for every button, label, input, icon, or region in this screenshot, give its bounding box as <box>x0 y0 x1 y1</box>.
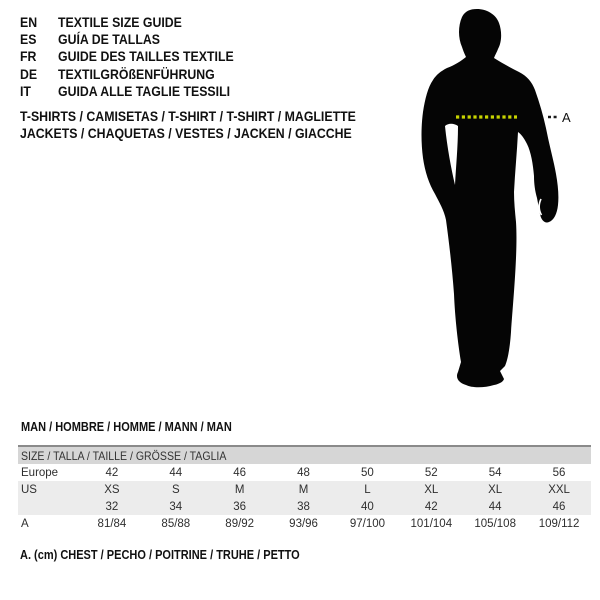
language-row-it <box>20 83 258 100</box>
garment-type-heading <box>20 108 402 143</box>
language-code: EN <box>20 13 38 30</box>
size-table <box>18 445 591 532</box>
man-silhouette-figure <box>390 0 600 400</box>
size-value: 101/104 <box>410 517 453 530</box>
size-value: M <box>298 483 309 496</box>
size-value: 40 <box>361 500 374 513</box>
size-value: 89/92 <box>225 517 255 530</box>
size-value: 52 <box>424 466 438 479</box>
size-value: 34 <box>169 500 183 513</box>
table-row-chest-cm <box>18 515 591 532</box>
size-value: 46 <box>552 500 566 513</box>
size-value: 36 <box>233 500 247 513</box>
size-value: 54 <box>488 466 502 479</box>
language-row-en <box>20 13 258 30</box>
size-value: 93/96 <box>289 517 318 530</box>
table-row-us-numeric <box>18 498 591 515</box>
row-label: Europe <box>21 466 59 479</box>
size-value: XS <box>104 483 120 496</box>
size-value: 50 <box>361 466 374 479</box>
size-value: 56 <box>552 466 566 479</box>
garment-line-jackets: JACKETS / CHAQUETAS / VESTES / JACKEN / GIACCHE <box>20 125 352 142</box>
table-row-us <box>18 481 591 498</box>
size-value: 48 <box>297 466 310 479</box>
measurement-footnote-text: A. (cm) CHEST / PECHO / POITRINE / TRUHE / PETTO <box>20 548 300 562</box>
size-value: XL <box>488 483 503 496</box>
size-value: 38 <box>297 500 310 513</box>
size-value: 81/84 <box>97 517 127 530</box>
language-row-fr <box>20 48 258 65</box>
size-value: 44 <box>169 466 183 479</box>
language-list <box>20 13 258 100</box>
language-label: TEXTILE SIZE GUIDE <box>58 13 182 30</box>
language-row-es <box>20 30 258 47</box>
size-value: XL <box>424 483 439 496</box>
garment-line-tshirts: T-SHIRTS / CAMISETAS / T-SHIRT / T-SHIRT / MAGLIETTE <box>20 108 356 124</box>
size-table-header <box>18 447 591 464</box>
size-value: XXL <box>548 483 570 496</box>
man-silhouette <box>422 9 559 387</box>
measure-label-a: A <box>562 110 571 125</box>
size-value: 44 <box>488 500 502 513</box>
size-value: 109/112 <box>538 517 580 530</box>
language-label: GUÍA DE TALLAS <box>58 31 160 48</box>
table-row-europe <box>18 464 591 481</box>
size-value: 85/88 <box>161 517 191 530</box>
gender-heading-text: MAN / HOMBRE / HOMME / MANN / MAN <box>21 420 232 434</box>
language-row-de <box>20 65 258 82</box>
size-value: 97/100 <box>349 517 386 530</box>
language-label: GUIDA ALLE TAGLIE TESSILI <box>58 83 231 100</box>
row-label: US <box>21 483 37 496</box>
size-value: M <box>234 483 245 496</box>
gender-heading <box>21 420 261 434</box>
row-label: A <box>21 517 29 530</box>
language-code: DE <box>20 65 38 82</box>
measurement-footnote <box>20 548 338 562</box>
size-value: 32 <box>105 500 119 513</box>
language-label: TEXTILGRÖßENFÜHRUNG <box>58 65 215 82</box>
size-value: 105/108 <box>474 517 516 530</box>
size-value: L <box>364 483 371 496</box>
size-value: S <box>171 483 180 496</box>
language-code: FR <box>20 48 37 65</box>
size-table-header-text: SIZE / TALLA / TAILLE / GRÖSSE / TAGLIA <box>21 448 227 463</box>
language-label: GUIDE DES TAILLES TEXTILE <box>58 48 234 65</box>
size-value: 42 <box>105 466 119 479</box>
language-code: IT <box>20 83 31 100</box>
language-code: ES <box>20 31 37 48</box>
size-value: 46 <box>233 466 247 479</box>
size-value: 42 <box>424 500 438 513</box>
